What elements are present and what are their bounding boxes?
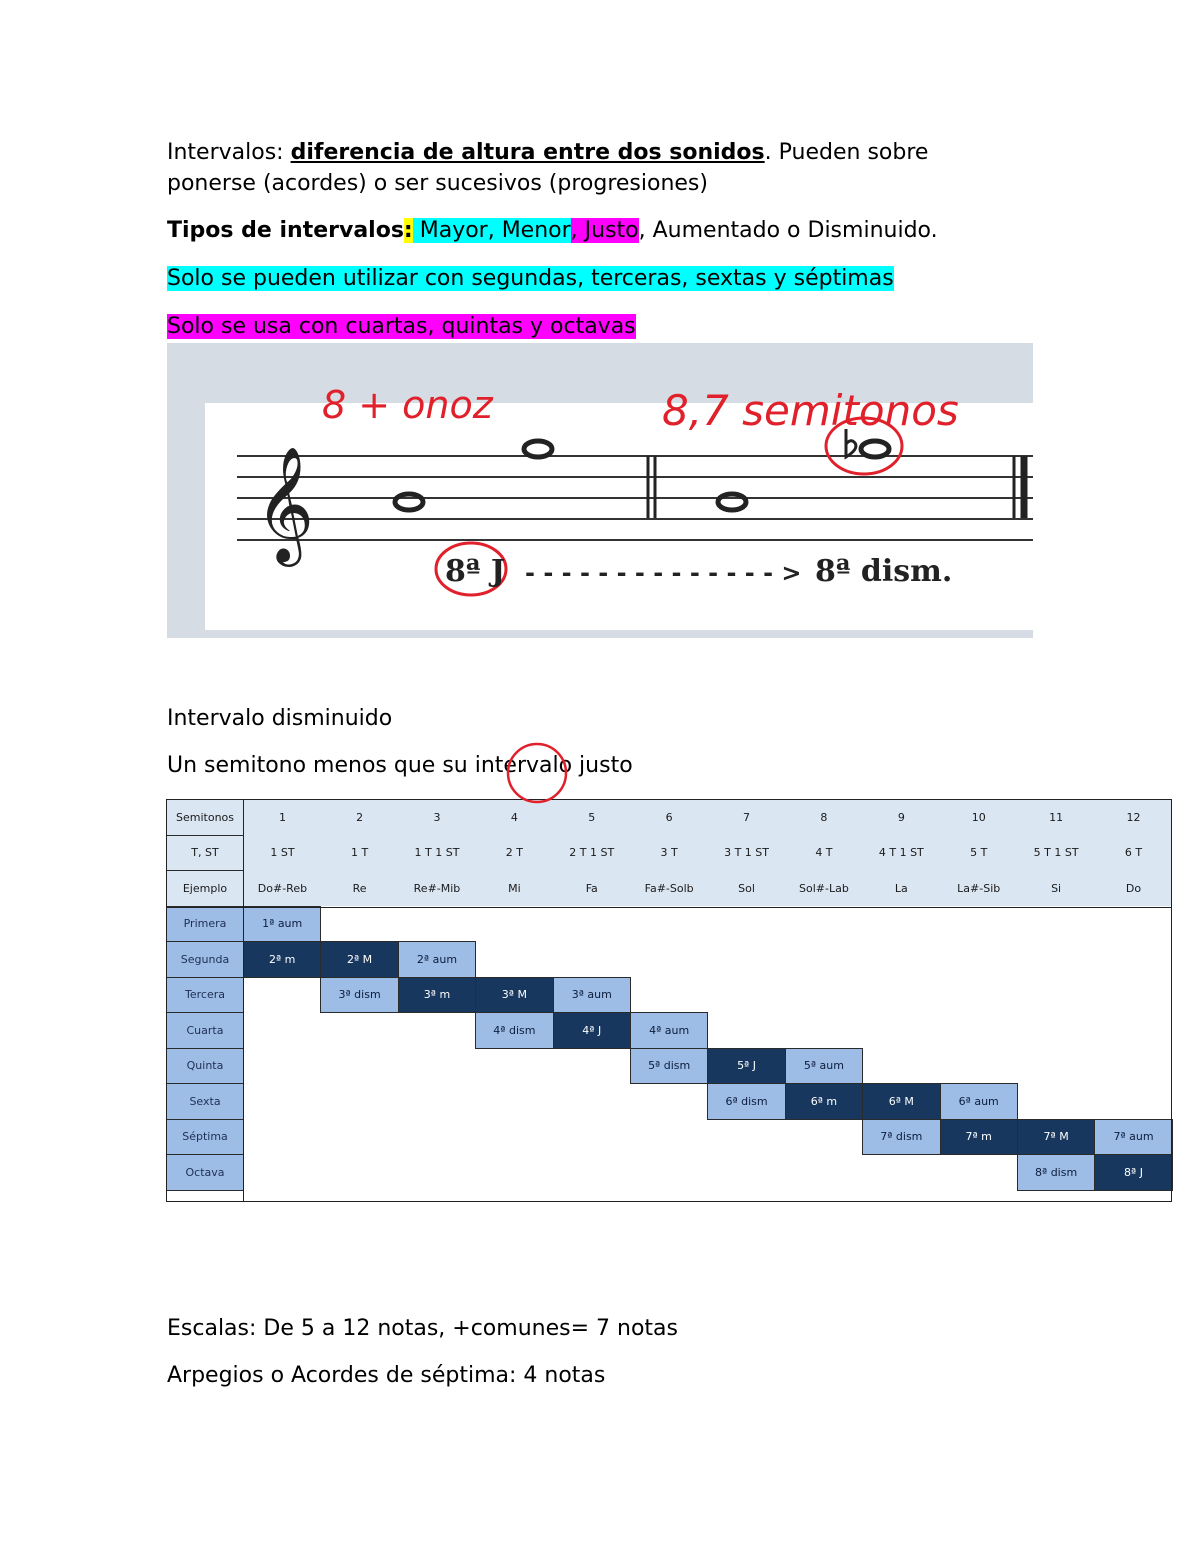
interval-cell [1095, 942, 1172, 978]
interval-cell [553, 1048, 630, 1084]
header-cell: 9 [863, 800, 940, 836]
table-header-separator [166, 907, 1172, 908]
table-column-separator [243, 799, 244, 1201]
header-cell: 3 T 1 ST [708, 835, 785, 871]
header-cell: La [863, 871, 940, 907]
table-row [167, 942, 1173, 978]
handwritten-right: 8,7 semitonos [662, 386, 959, 435]
interval-cell [321, 1013, 398, 1049]
interval-cell: 8ª dism [1017, 1155, 1094, 1191]
tipos-label: Tipos de intervalos [167, 218, 404, 243]
header-cell: 6 T [1095, 835, 1172, 871]
interval-cell [321, 1084, 398, 1120]
header-label: Ejemplo [167, 871, 244, 907]
header-cell: 1 ST [244, 835, 321, 871]
interval-cell [630, 942, 707, 978]
interval-cell [398, 1084, 475, 1120]
intro-line-1 [167, 138, 928, 168]
header-cell: 1 T [321, 835, 398, 871]
interval-cell [321, 1048, 398, 1084]
interval-cell [553, 1084, 630, 1120]
header-label: Semitonos [167, 800, 244, 836]
header-cell: Re#-Mib [398, 871, 475, 907]
header-cell: 12 [1095, 800, 1172, 836]
interval-cell [476, 1084, 553, 1120]
interval-cell [1095, 906, 1172, 942]
table-row [167, 906, 1173, 942]
interval-cell [785, 1119, 862, 1155]
interval-cell [1017, 906, 1094, 942]
interval-cell [1095, 1084, 1172, 1120]
interval-cell: 3ª M [476, 977, 553, 1013]
note-magenta: Solo se usa con cuartas, quintas y octavas [167, 314, 636, 339]
interval-cell [476, 1119, 553, 1155]
interval-cell: 1ª aum [244, 906, 321, 942]
interval-cell: 7ª aum [1095, 1119, 1172, 1155]
header-cell: Re [321, 871, 398, 907]
interval-table [166, 799, 1173, 1191]
interval-cell: 3ª dism [321, 977, 398, 1013]
table-row [167, 1084, 1173, 1120]
whole-note [861, 441, 889, 457]
interval-cell [940, 1013, 1017, 1049]
tipos-justo: , Justo [570, 218, 639, 243]
interval-cell: 5ª aum [785, 1048, 862, 1084]
interval-cell [553, 942, 630, 978]
header-label: T, ST [167, 835, 244, 871]
header-cell: 3 T [630, 835, 707, 871]
header-cell: 4 [476, 800, 553, 836]
interval-cell [708, 977, 785, 1013]
interval-cell [630, 977, 707, 1013]
interval-cell: 8ª J [1095, 1155, 1172, 1191]
row-label: Octava [167, 1155, 244, 1191]
interval-cell [708, 906, 785, 942]
interval-cell [244, 1155, 321, 1191]
header-cell: 5 [553, 800, 630, 836]
interval-cell [244, 1013, 321, 1049]
interval-cell [1017, 942, 1094, 978]
interval-cell [1017, 1084, 1094, 1120]
row-label: Segunda [167, 942, 244, 978]
interval-cell: 6ª m [785, 1084, 862, 1120]
interval-cell: 5ª J [708, 1048, 785, 1084]
interval-cell [476, 1048, 553, 1084]
interval-cell [553, 1119, 630, 1155]
interval-cell [940, 977, 1017, 1013]
interval-cell [398, 906, 475, 942]
interval-cell [244, 1084, 321, 1120]
header-cell: 2 T [476, 835, 553, 871]
row-label: Primera [167, 906, 244, 942]
header-cell: Si [1017, 871, 1094, 907]
interval-cell: 2ª M [321, 942, 398, 978]
interval-cell: 6ª dism [708, 1084, 785, 1120]
label-8j: 8ª J [445, 554, 506, 589]
interval-cell [476, 906, 553, 942]
intro-line-2: ponerse (acordes) o ser sucesivos (progresiones) [167, 171, 708, 196]
interval-cell [630, 906, 707, 942]
interval-cell [321, 1119, 398, 1155]
interval-cell [708, 1013, 785, 1049]
interval-cell [1017, 1013, 1094, 1049]
interval-cell [863, 1048, 940, 1084]
interval-cell [940, 1155, 1017, 1191]
intro-rest: . Pueden sobre [764, 140, 929, 165]
header-cell: 7 [708, 800, 785, 836]
interval-cell [321, 906, 398, 942]
music-staff [167, 343, 1033, 638]
interval-cell [244, 977, 321, 1013]
intro-definition: diferencia de altura entre dos sonidos [290, 140, 765, 165]
section-title: Intervalo disminuido [167, 706, 393, 731]
row-label: Tercera [167, 977, 244, 1013]
interval-cell [398, 1155, 475, 1191]
arrow-dashes: - - - - - - - - - - - - - - > [525, 559, 802, 587]
interval-cell [940, 906, 1017, 942]
interval-cell: 3ª aum [553, 977, 630, 1013]
header-cell: 5 T [940, 835, 1017, 871]
interval-cell [863, 977, 940, 1013]
table-row [167, 1013, 1173, 1049]
table-row [167, 1048, 1173, 1084]
header-cell: 2 T 1 ST [553, 835, 630, 871]
header-cell: La#-Sib [940, 871, 1017, 907]
header-cell: 6 [630, 800, 707, 836]
label-8dism: 8ª dism. [815, 554, 953, 589]
interval-cell [1017, 977, 1094, 1013]
row-label: Sexta [167, 1084, 244, 1120]
handwritten-left: 8 + onoz [322, 383, 493, 427]
table-header-row [167, 835, 1173, 871]
note-cyan: Solo se pueden utilizar con segundas, terceras, sextas y séptimas [167, 266, 894, 291]
interval-cell: 6ª M [863, 1084, 940, 1120]
table-row [167, 977, 1173, 1013]
table-row [167, 1119, 1173, 1155]
header-cell: Mi [476, 871, 553, 907]
interval-cell [630, 1155, 707, 1191]
interval-cell [398, 1119, 475, 1155]
interval-cell [244, 1119, 321, 1155]
interval-cell [553, 1155, 630, 1191]
header-cell: 2 [321, 800, 398, 836]
arpegios-line: Arpegios o Acordes de séptima: 4 notas [167, 1363, 606, 1388]
header-cell: Fa#-Solb [630, 871, 707, 907]
interval-cell: 3ª m [398, 977, 475, 1013]
header-cell: 5 T 1 ST [1017, 835, 1094, 871]
escalas-line: Escalas: De 5 a 12 notas, +comunes= 7 notas [167, 1316, 678, 1341]
note-magenta-line [167, 312, 636, 342]
tipos-mayor-menor: Mayor, Menor [412, 218, 571, 243]
tipos-line [167, 216, 938, 246]
row-label: Quinta [167, 1048, 244, 1084]
interval-cell: 2ª m [244, 942, 321, 978]
intro-label: Intervalos: [167, 140, 291, 165]
header-cell: 1 T 1 ST [398, 835, 475, 871]
header-cell: 3 [398, 800, 475, 836]
header-cell: 4 T [785, 835, 862, 871]
interval-cell [476, 1155, 553, 1191]
tipos-colon: : [403, 218, 413, 243]
table-header-row [167, 871, 1173, 907]
header-cell: 8 [785, 800, 862, 836]
interval-cell [785, 1155, 862, 1191]
interval-cell [940, 1048, 1017, 1084]
interval-cell [863, 1013, 940, 1049]
header-cell: Do [1095, 871, 1172, 907]
table-row [167, 1155, 1173, 1191]
interval-cell [708, 1119, 785, 1155]
interval-cell [863, 942, 940, 978]
row-label: Cuarta [167, 1013, 244, 1049]
interval-cell [398, 1013, 475, 1049]
interval-cell [785, 906, 862, 942]
header-cell: Do#-Reb [244, 871, 321, 907]
interval-cell: 4ª dism [476, 1013, 553, 1049]
header-cell: 11 [1017, 800, 1094, 836]
interval-cell [630, 1084, 707, 1120]
interval-cell: 6ª aum [940, 1084, 1017, 1120]
music-notation-image [167, 343, 1033, 638]
interval-cell [244, 1048, 321, 1084]
interval-cell: 4ª J [553, 1013, 630, 1049]
interval-cell [863, 1155, 940, 1191]
interval-cell [398, 1048, 475, 1084]
interval-cell: 5ª dism [630, 1048, 707, 1084]
interval-cell [785, 1013, 862, 1049]
note-cyan-line [167, 264, 894, 294]
section-desc: Un semitono menos que su intervalo justo [167, 753, 633, 778]
interval-cell: 7ª M [1017, 1119, 1094, 1155]
interval-cell [863, 906, 940, 942]
header-cell: 10 [940, 800, 1017, 836]
interval-cell: 7ª dism [863, 1119, 940, 1155]
interval-cell: 4ª aum [630, 1013, 707, 1049]
interval-cell: 7ª m [940, 1119, 1017, 1155]
interval-cell: 2ª aum [398, 942, 475, 978]
interval-cell [553, 906, 630, 942]
header-cell: Sol#-Lab [785, 871, 862, 907]
interval-cell [630, 1119, 707, 1155]
treble-clef-icon: 𝄞 [255, 445, 315, 562]
interval-cell [785, 977, 862, 1013]
interval-cell [1095, 1013, 1172, 1049]
interval-cell [708, 1155, 785, 1191]
header-cell: Fa [553, 871, 630, 907]
header-cell: 1 [244, 800, 321, 836]
table-header-row [167, 800, 1173, 836]
interval-cell [1095, 977, 1172, 1013]
interval-cell [1017, 1048, 1094, 1084]
whole-note [524, 441, 552, 457]
header-cell: Sol [708, 871, 785, 907]
whole-note [395, 494, 423, 510]
whole-note [718, 494, 746, 510]
interval-cell [1095, 1048, 1172, 1084]
interval-cell [785, 942, 862, 978]
interval-cell [708, 942, 785, 978]
interval-cell [476, 942, 553, 978]
interval-cell [321, 1155, 398, 1191]
row-label: Séptima [167, 1119, 244, 1155]
interval-cell [940, 942, 1017, 978]
tipos-rest: , Aumentado o Disminuido. [638, 218, 938, 243]
header-cell: 4 T 1 ST [863, 835, 940, 871]
